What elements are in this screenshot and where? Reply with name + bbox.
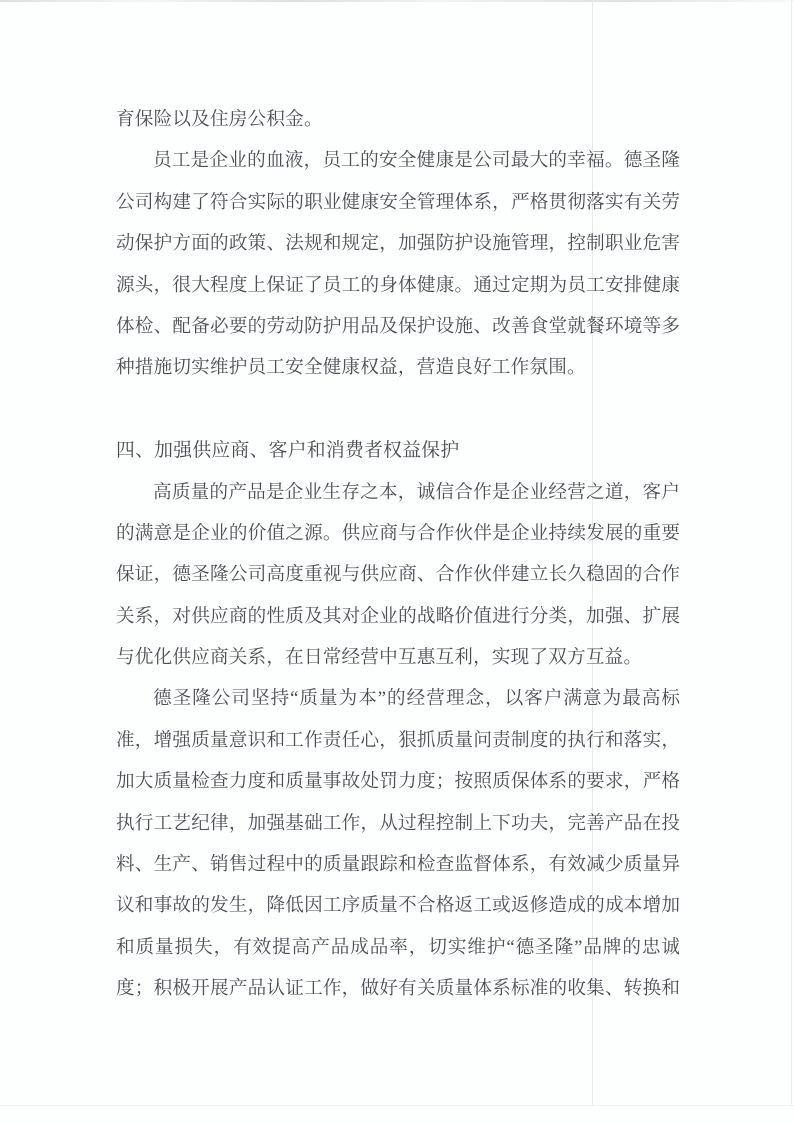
text-line: 关系，对供应商的性质及其对企业的战略价值进行分类，加强、扩展 — [116, 605, 680, 627]
text-line: 准，增强质量意识和工作责任心，狠抓质量问责制度的执行和落实， — [116, 729, 680, 751]
text-line: 执行工艺纪律，加强基础工作，从过程控制上下功夫，完善产品在投 — [116, 812, 680, 834]
text-line: 高质量的产品是企业生存之本，诚信合作是企业经营之道，客户 — [153, 481, 680, 503]
text-line: 保证，德圣隆公司高度重视与供应商、合作伙伴建立长久稳固的合作 — [116, 564, 680, 586]
text-line: 议和事故的发生，降低因工序质量不合格返工或返修造成的成本增加 — [116, 895, 680, 917]
scan-artifact-bottom-edge — [0, 1105, 794, 1106]
text-line: 与优化供应商关系，在日常经营中互惠互利，实现了双方互益。 — [116, 647, 643, 669]
text-line: 度；积极开展产品认证工作，做好有关质量体系标准的收集、转换和 — [116, 978, 680, 1000]
text-line: 动保护方面的政策、法规和规定，加强防护设施管理，控制职业危害 — [116, 233, 680, 255]
scan-artifact-right-edge — [791, 0, 792, 1106]
blank-line — [116, 389, 680, 430]
text-block — [116, 99, 680, 1010]
text-line: 料、生产、销售过程中的质量跟踪和检查监督体系，有效减少质量异 — [116, 854, 680, 876]
text-line: 种措施切实维护员工安全健康权益，营造良好工作氛围。 — [116, 357, 586, 379]
text-line: 和质量损失，有效提高产品成品率，切实维护“德圣隆”品牌的忠诚 — [116, 936, 680, 958]
section-heading: 四、加强供应商、客户和消费者权益保护 — [116, 440, 460, 462]
text-line: 加大质量检查力度和质量事故处罚力度；按照质保体系的要求，严格 — [116, 771, 680, 793]
text-line: 的满意是企业的价值之源。供应商与合作伙伴是企业持续发展的重要 — [116, 522, 680, 544]
text-line: 员工是企业的血液，员工的安全健康是公司最大的幸福。德圣隆 — [153, 150, 680, 172]
scan-artifact-top-edge — [0, 0, 794, 2]
text-line: 体检、配备必要的劳动防护用品及保护设施、改善食堂就餐环境等多 — [116, 315, 680, 337]
text-line: 源头，很大程度上保证了员工的身体健康。通过定期为员工安排健康 — [116, 274, 680, 296]
text-line: 公司构建了符合实际的职业健康安全管理体系，严格贯彻落实有关劳 — [116, 191, 680, 213]
text-line: 德圣隆公司坚持“质量为本”的经营理念，以客户满意为最高标 — [153, 688, 680, 710]
text-line: 育保险以及住房公积金。 — [116, 109, 323, 130]
